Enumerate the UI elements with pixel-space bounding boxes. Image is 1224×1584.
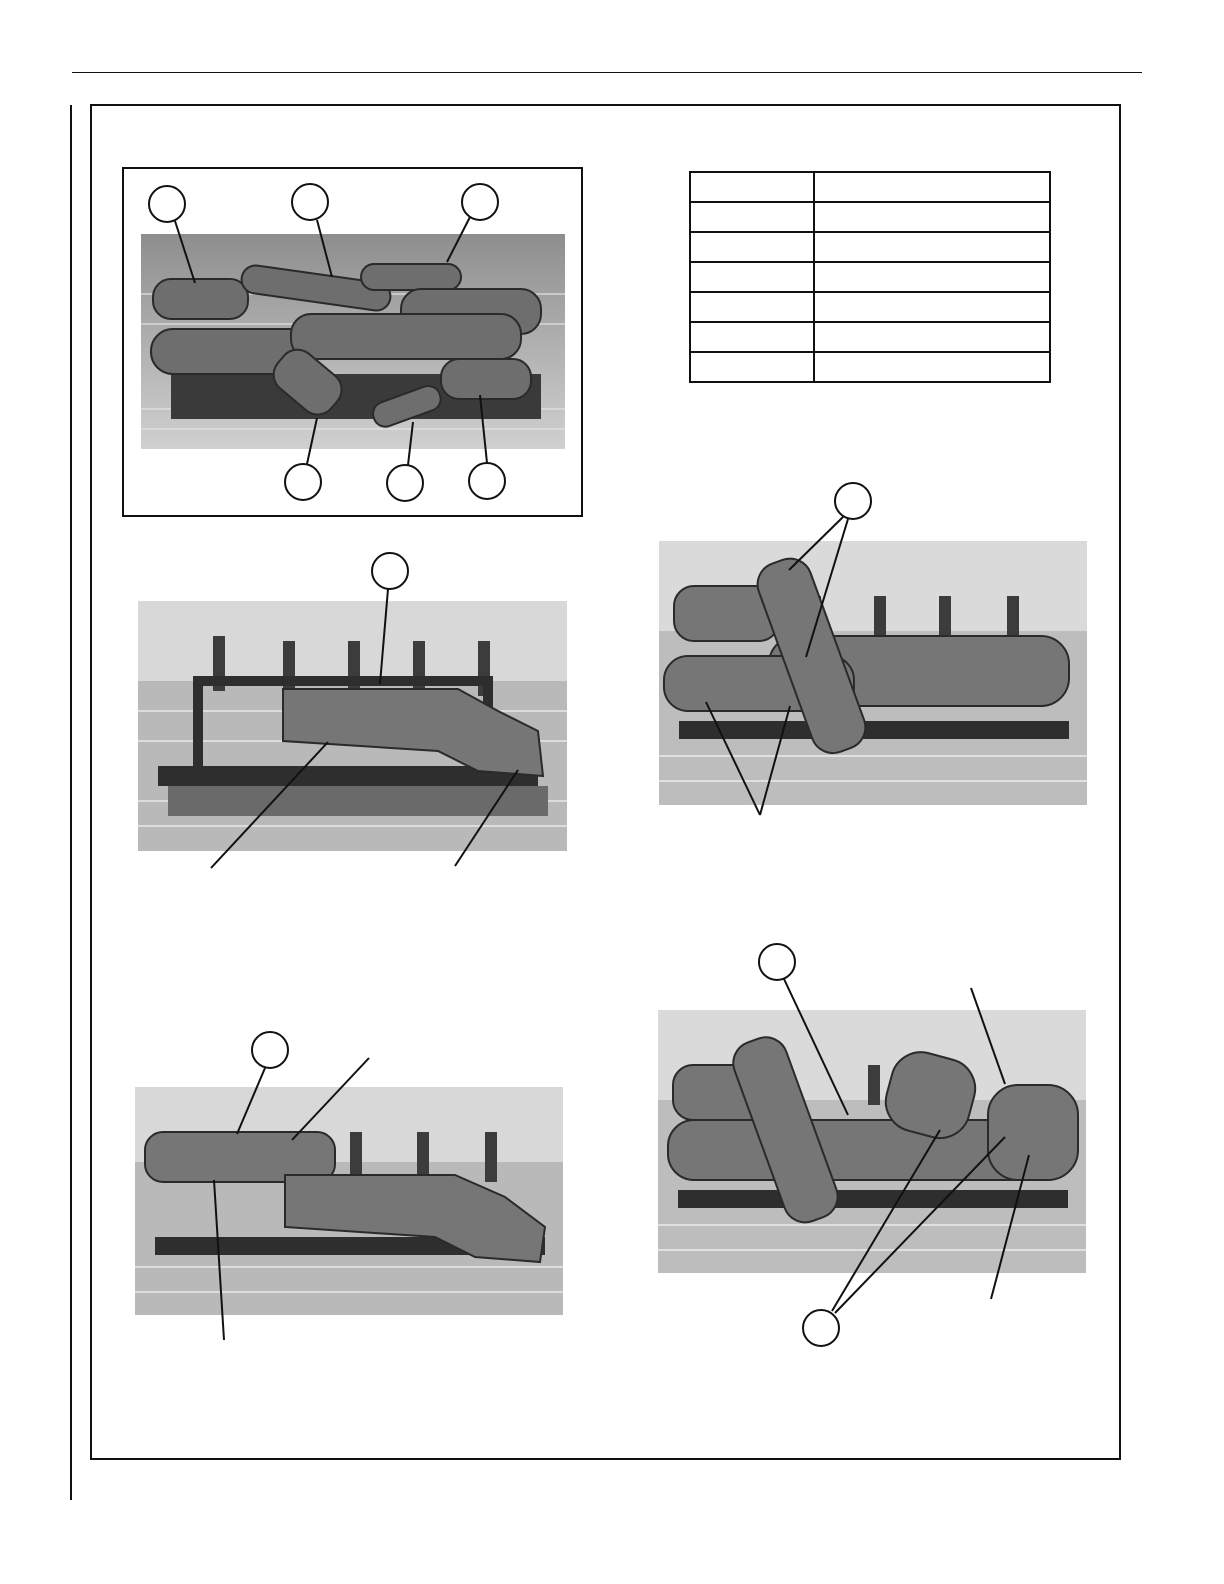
parts-table-row: [690, 322, 1050, 352]
parts-table-row: [690, 172, 1050, 202]
part-description-cell: [814, 232, 1050, 262]
part-description-cell: [814, 352, 1050, 382]
part-description-cell: [814, 172, 1050, 202]
parts-table-row: [690, 262, 1050, 292]
part-number-cell: [690, 232, 814, 262]
part-description-cell: [814, 262, 1050, 292]
part-number-cell: [690, 292, 814, 322]
step-left-log-photo: [135, 1087, 563, 1315]
part-number-cell: [690, 322, 814, 352]
part-number-cell: [690, 202, 814, 232]
page-margin-line: [70, 105, 72, 1500]
part-description-cell: [814, 322, 1050, 352]
part-number-cell: [690, 352, 814, 382]
parts-table: [689, 171, 1051, 383]
part-number-cell: [690, 262, 814, 292]
part-description-cell: [814, 292, 1050, 322]
parts-table-row: [690, 202, 1050, 232]
log-set-overview-photo: [141, 234, 565, 449]
parts-table-row: [690, 292, 1050, 322]
part-description-cell: [814, 202, 1050, 232]
step-final-logs-photo: [658, 1010, 1086, 1273]
step-crossed-logs-photo: [659, 541, 1087, 805]
parts-table-row: [690, 352, 1050, 382]
step-rear-log-photo: [138, 601, 567, 851]
header-rule: [72, 72, 1142, 73]
part-number-cell: [690, 172, 814, 202]
parts-table-row: [690, 232, 1050, 262]
